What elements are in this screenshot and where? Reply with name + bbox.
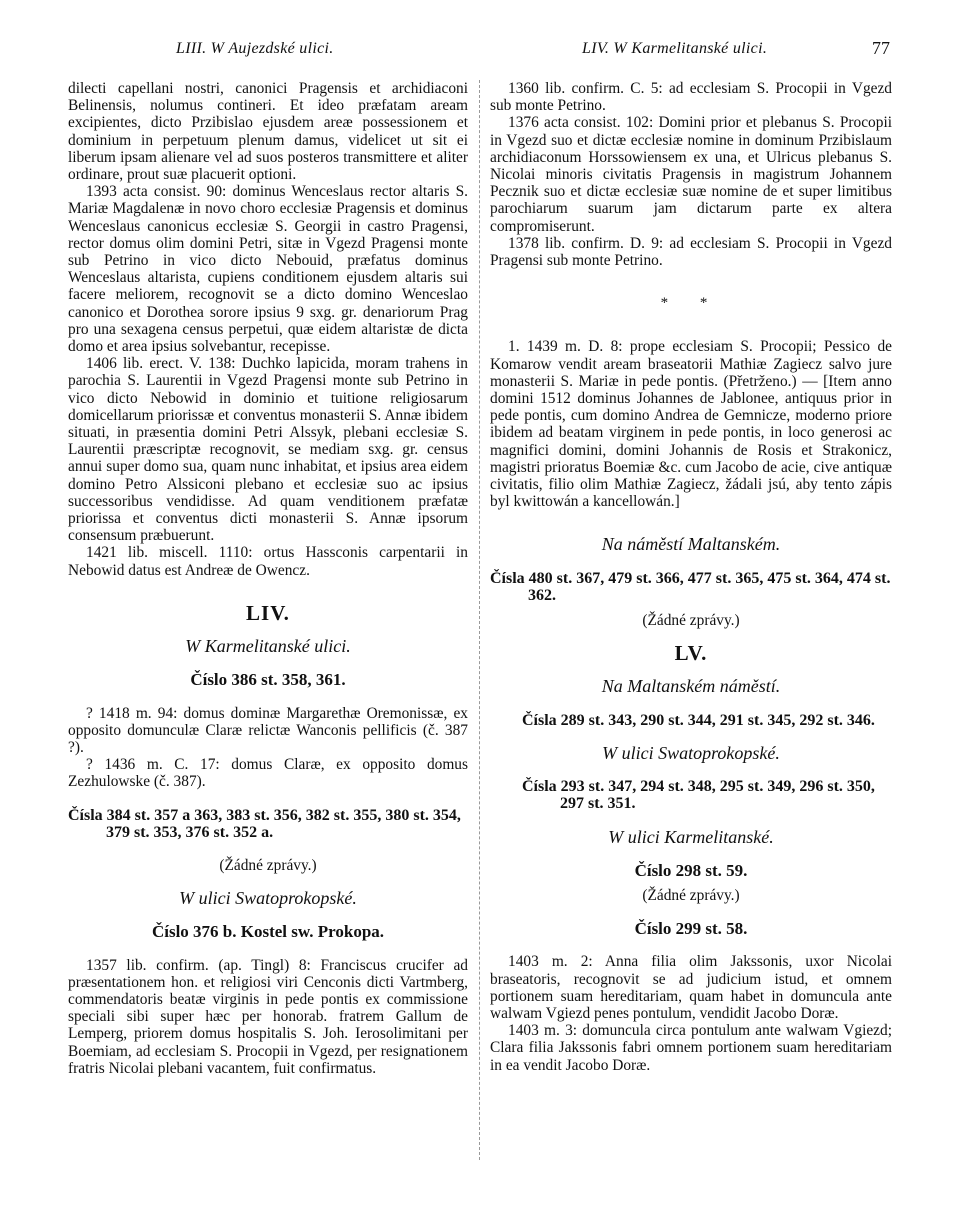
paragraph: 1403 m. 2: Anna filia olim Jakssonis, uxor Nicolai braseatoris, recognovit se ad judicium istud, et omnem portionem suam hereditariam, quam habet in domuncula ante walwam Vgiezd penes pontulum, vendidit Jacobo Doræ. <box>490 953 892 1022</box>
no-news-note: (Žádné zprávy.) <box>642 612 740 630</box>
paragraph: ? 1418 m. 94: domus dominæ Margarethæ Oremonissæ, ex opposito domunculæ Claræ relictæ Wanconis pellificis (č. 387 ?). <box>68 704 468 756</box>
section-separator: * * <box>660 295 722 312</box>
house-number-heading: Číslo 376 b. Kostel sw. Prokopa. <box>151 922 385 942</box>
subsection-title: W ulici Swatoprokopské. <box>179 888 357 909</box>
house-numbers-heading: Čísla 289 st. 343, 290 st. 344, 291 st. 345, 292 st. 346. <box>522 711 875 729</box>
subsection-title: W ulici Swatoprokopské. <box>602 742 780 763</box>
paragraph: dilecti capellani nostri, canonici Pragensis et archidiaconi Belinensis, nolumus contineri. Et ideo præfatam aream excipientes, dicto Przibislao ejusdem areæ possessionem et dominium in perpetuum plenum damus, videlicet ut sit ei liberum ipsam alienare vel ad suos posteros transmittere et aliter ordinare, prout suæ placuerit optioni. <box>68 80 468 184</box>
house-number-heading: Číslo 299 st. 58. <box>634 919 748 939</box>
section-title: Na Maltanském náměstí. <box>601 676 781 697</box>
no-news-note: (Žádné zprávy.) <box>219 856 317 874</box>
section-number: LIV. <box>246 600 290 625</box>
house-numbers-heading: Čísla 384 st. 357 a 363, 383 st. 356, 382 st. 355, 380 st. 354, 379 st. 353, 376 st. 352 a. <box>68 806 461 841</box>
left-column <box>68 80 468 1077</box>
house-number-heading: Číslo 386 st. 358, 361. <box>190 670 346 690</box>
paragraph: 1393 acta consist. 90: dominus Wenceslaus rector altaris S. Mariæ Magdalenæ in novo choro ecclesiæ Pragensis et dominus Wenceslaus canonicus ecclesiæ S. Georgii in castro Pragensi, rector domus olim domini Petri, sitæ in Vgezd Pragensi monte sub Petrino in vico dicto Nebouid, præfatus dominus Wenceslaus altarista, cupiens conditionem ejusdem altaris sui facere meliorem, recognovit se a dicto domino Wenceslao canonico et Dorothea sorore ipsius 9 sxg. gr. denariorum Prag pro una sexagena census perpetui, quæ eidem altaristæ de dicta domo et area ipsius solvebantur, recepisse. <box>68 183 468 356</box>
column-divider <box>479 80 480 1160</box>
paragraph: 1360 lib. confirm. C. 5: ad ecclesiam S. Procopii in Vgezd sub monte Petrino. <box>490 80 892 115</box>
house-numbers-heading: Čísla 293 st. 347, 294 st. 348, 295 st. 349, 296 st. 350, 297 st. 351. <box>522 778 875 813</box>
right-column <box>490 80 892 1074</box>
paragraph: 1. 1439 m. D. 8: prope ecclesiam S. Procopii; Pessico de Komarow vendit aream braseatorii Mathiæ Zagiecz salvo jure monasterii S. Mariæ in pede pontis. (Přetrženo.) — [Item anno domini 1512 dominus Johannes de Jablonee, antiquus prior in pede pontis, cum domino Andrea de Gemnicze, moderno priore ibidem ad beatam virginem in pede pontis, in loco generosi ac magnifici domini, domini Johannis de Rosis et Strakonicz, magistri prioratus Boemiæ &c. cum Jacobo de acie, cive antiquæ civitatis, filio olim Mathiæ Zagiecz, žádali jsú, aby tento zápis byl kwittowán a kancellowán.] <box>490 338 892 511</box>
section-title: Na náměstí Maltanském. <box>601 534 781 555</box>
section-title: W Karmelitanské ulici. <box>185 636 351 657</box>
subsection-title: W ulici Karmelitanské. <box>608 826 774 847</box>
page-number: 77 <box>872 38 890 58</box>
paragraph: 1378 lib. confirm. D. 9: ad ecclesiam S. Procopii in Vgezd Pragensi sub monte Petrino. <box>490 234 892 270</box>
running-header-right: LIV. W Karmelitanské ulici. <box>582 40 768 57</box>
paragraph: 1421 lib. miscell. 1110: ortus Hassconis carpentarii in Nebowid datus est Andreæ de Owencz. <box>68 544 468 579</box>
no-news-note: (Žádné zprávy.) <box>642 886 740 904</box>
paragraph: 1357 lib. confirm. (ap. Tingl) 8: Franciscus crucifer ad præsentationem hon. et religiosi viri Cenconis dicti Vartmberg, commendatoris beatæ virginis in pede pontis ex commissione speciali sibi super hæc per honorab. fratrem Gallum de Lemperg, priorem domus hospitalis S. Joh. Ierosolimitani per Boemiam, ad ecclesiam S. Procopii in Vgezd, per resignationem fratris Nicolai plebani vacantem, fuit confirmatus. <box>68 956 468 1077</box>
paragraph: ? 1436 m. C. 17: domus Claræ, ex opposito domus Zezhulowske (č. 387). <box>68 756 468 791</box>
house-numbers-heading: Čísla 480 st. 367, 479 st. 366, 477 st. 365, 475 st. 364, 474 st. 362. <box>490 569 891 604</box>
paragraph: 1403 m. 3: domuncula circa pontulum ante walwam Vgiezd; Clara filia Jakssonis fabri omnem portionem suam hereditariam in ea vendit Jacobo Doræ. <box>490 1022 892 1074</box>
running-header-left: LIII. W Aujezdské ulici. <box>176 40 334 57</box>
paragraph: 1406 lib. erect. V. 138: Duchko lapicida, moram trahens in parochia S. Laurentii in Vgezd Pragensi monte sub Petrino in vico dicto Nebowid in dominio et tuitione religiosarum domicellarum priorissæ et conventus monasterii S. Annæ ibidem situati, in præsentia domini Petri Alssyk, plebani ecclesiæ S. Laurentii præscriptæ recognovit, se mediam sxg. gr. census annui super domo sua, quam nunc inhabitat, et ipsius area eidem domino Petro Alssiconi plebano et ecclesiæ suo ac ipsius successoribus vendidisse. Ad quam venditionem præfatæ priorissa et conventus dicti monasterii S. Annæ ipsorum consensum præbuerunt. <box>68 355 468 545</box>
house-number-heading: Číslo 298 st. 59. <box>634 860 748 880</box>
paragraph: 1376 acta consist. 102: Domini prior et plebanus S. Procopii in Vgezd suo et dictæ ecclesiæ nomine in dominum Przibislaum archidiaconum Horssowiensem ex una, et Ulricus plebanus S. Nicolai minoris civitatis Pragensis in magistrum Johannem Pecznik suo et dictæ ecclesiæ suæ nomine de et super limitibus parochiarum suarum jam dictarum parte ex altera compromiserunt. <box>490 114 892 235</box>
section-number: LV. <box>674 641 708 666</box>
